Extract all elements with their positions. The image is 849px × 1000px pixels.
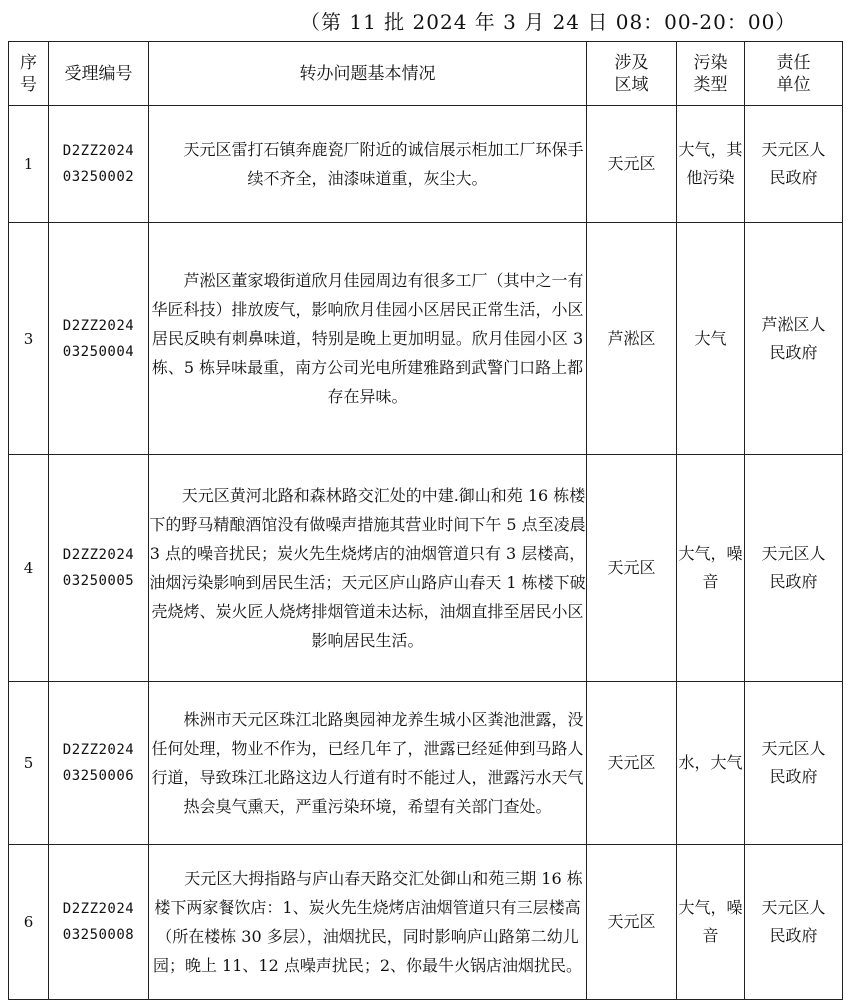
code-line: D2ZZ2024 <box>62 317 135 334</box>
desc-text: 天元区雷打石镇奔鹿瓷厂附近的诚信展示柜加工厂环保手续不齐全，油漆味道重，灰尘大。 <box>183 140 584 188</box>
seq-cell: 6 <box>9 845 49 1000</box>
desc-cell <box>149 682 587 845</box>
unit-cell: 天元区人民政府 <box>745 455 843 682</box>
seq-cell: 5 <box>9 682 49 845</box>
code-line: 03250004 <box>62 343 135 360</box>
desc-text: 株洲市天元区珠江北路奥园神龙养生城小区粪池泄露，没任何处理，物业不作为，已经几年了，泄露已经延伸到马路人行道，导致珠江北路这边人行道有时不能过人，泄露污水天气热会臭气熏天，严重污染环境，希望有关部门查处。 <box>151 710 584 816</box>
code-cell <box>49 223 149 455</box>
code-line: D2ZZ2024 <box>62 742 135 758</box>
code-line: D2ZZ2024 <box>62 547 135 563</box>
col-header-ptype: 污染类型 <box>677 42 745 106</box>
area-cell: 天元区 <box>587 455 677 682</box>
desc-text: 天元区大拇指路与庐山春天路交汇处御山和苑三期 16 栋楼下两家餐饮店：1、炭火先生烧烤店油烟管道只有三层楼高（所在楼栋 30 多层），油烟扰民，同时影响庐山路第二幼儿园；晚上 11、12 点噪声扰民；2、你最牛火锅店油烟扰民。 <box>152 869 583 975</box>
area-cell: 天元区 <box>587 682 677 845</box>
code-line: 03250002 <box>62 169 135 185</box>
col-header-desc: 转办问题基本情况 <box>149 42 587 106</box>
col-header-area: 涉及区域 <box>587 42 677 106</box>
ptype-cell: 大气，噪音 <box>677 845 745 1000</box>
ptype-cell: 水，大气 <box>677 682 745 845</box>
unit-cell: 天元区人民政府 <box>745 845 843 1000</box>
ptype-cell: 大气 <box>677 223 745 455</box>
seq-cell: 1 <box>9 106 49 223</box>
ptype-cell: 大气，其他污染 <box>677 106 745 223</box>
table-row <box>9 106 843 223</box>
unit-cell: 天元区人民政府 <box>745 682 843 845</box>
desc-cell <box>149 845 587 1000</box>
code-cell <box>49 455 149 682</box>
ptype-cell: 大气，噪音 <box>677 455 745 682</box>
batch-header: （第 11 批 2024 年 3 月 24 日 08：00-20：00） <box>300 10 797 34</box>
seq-cell: 3 <box>9 223 49 455</box>
header-row <box>9 42 843 106</box>
table-row <box>9 682 843 845</box>
table-row <box>9 455 843 682</box>
unit-cell: 天元区人民政府 <box>745 106 843 223</box>
unit-cell: 芦淞区人民政府 <box>745 223 843 455</box>
code-cell <box>49 106 149 223</box>
code-line: 03250005 <box>62 573 135 589</box>
area-cell: 天元区 <box>587 845 677 1000</box>
desc-cell <box>149 106 587 223</box>
col-header-unit: 责任单位 <box>745 42 843 106</box>
code-line: D2ZZ2024 <box>62 143 135 159</box>
complaints-table <box>8 41 843 1000</box>
code-cell <box>49 682 149 845</box>
desc-text: 天元区黄河北路和森林路交汇处的中建.御山和苑 16 栋楼下的野马精酿酒馆没有做噪声措施其营业时间下午 5 点至凌晨 3 点的噪音扰民；炭火先生烧烤店的油烟管道只有 3 层楼高，油烟污染影响到居民生活；天元区庐山路庐山春天 1 栋楼下破壳烧烤、炭火匠人烧烤排烟管道未达标，油烟直排至居民小区影响居民生活。 <box>149 486 586 650</box>
code-line: 03250006 <box>62 768 135 784</box>
code-line: 03250008 <box>62 927 135 943</box>
table-row <box>9 223 843 455</box>
code-line: D2ZZ2024 <box>62 901 135 917</box>
code-cell <box>49 845 149 1000</box>
area-cell: 芦淞区 <box>587 223 677 455</box>
desc-text: 芦淞区董家塅街道欣月佳园周边有很多工厂（其中之一有华匠科技）排放废气，影响欣月佳园小区居民正常生活，小区居民反映有刺鼻味道，特别是晚上更加明显。欣月佳园小区 3 栋、5 栋异味最重，南方公司光电所建雅路到武警门口路上都存在异味。 <box>151 271 584 406</box>
desc-cell <box>149 223 587 455</box>
area-cell: 天元区 <box>587 106 677 223</box>
table-row <box>9 845 843 1000</box>
desc-cell <box>149 455 587 682</box>
col-header-code: 受理编号 <box>49 42 149 106</box>
col-header-seq: 序号 <box>9 42 49 106</box>
seq-cell: 4 <box>9 455 49 682</box>
